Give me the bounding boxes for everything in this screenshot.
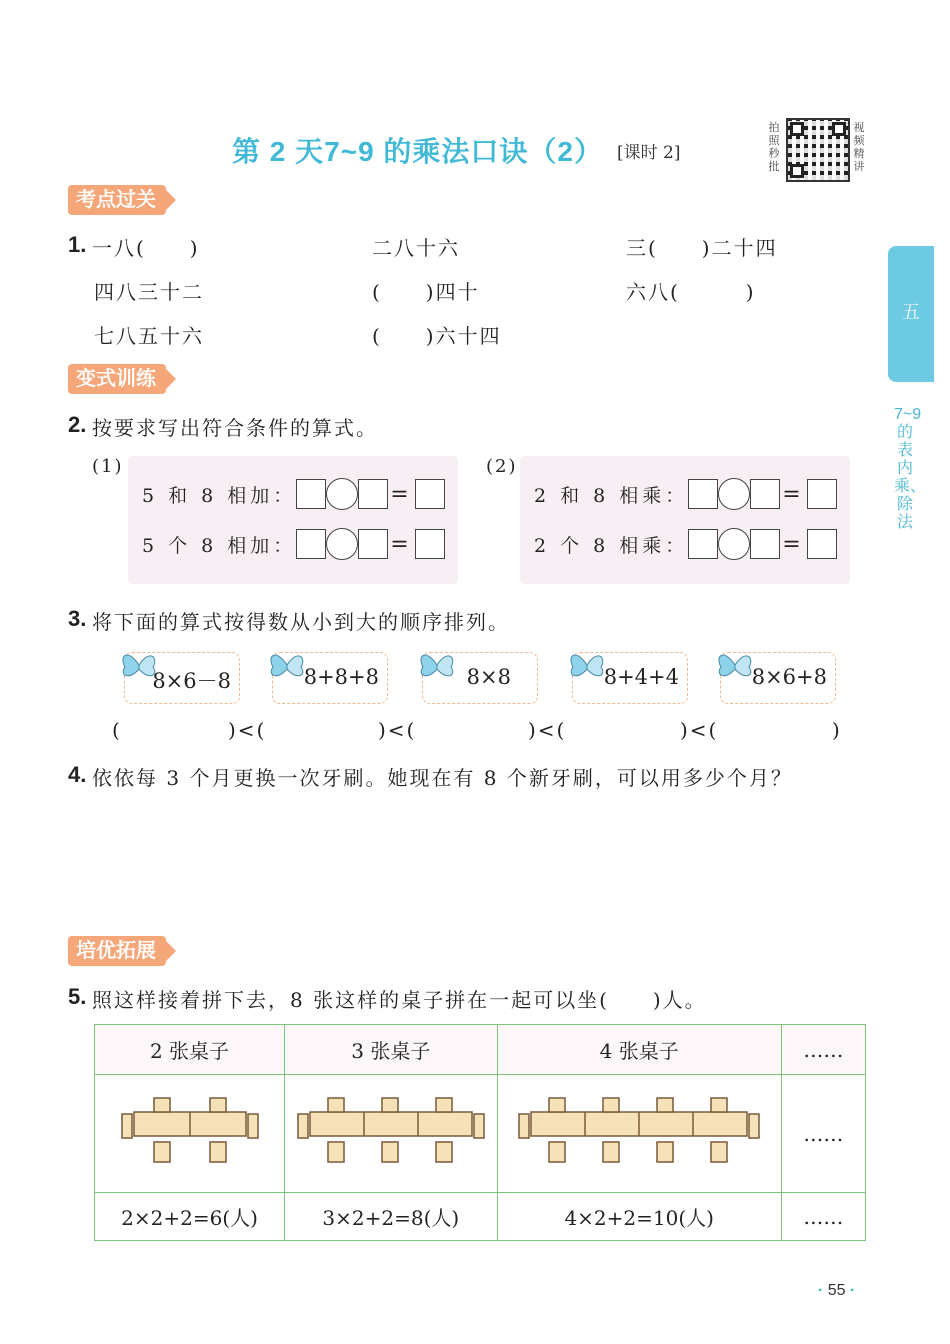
answer-box[interactable] bbox=[688, 479, 718, 509]
title-day: 第 2 天 bbox=[232, 136, 325, 167]
table-header: 3 张桌子 bbox=[285, 1025, 498, 1075]
section-tag-3: 培优拓展 bbox=[68, 936, 166, 966]
unit-label: 五 bbox=[902, 302, 920, 323]
lesson-label: [课时 2] bbox=[617, 142, 681, 163]
tables-4-image bbox=[517, 1094, 761, 1168]
operator-circle[interactable] bbox=[718, 478, 750, 510]
q1-item-4: 四八三十二 bbox=[94, 280, 204, 304]
table-cell-3 bbox=[285, 1075, 498, 1193]
q3-prompt: 将下面的算式按得数从小到大的顺序排列。 bbox=[92, 610, 510, 634]
q1-number: 1. bbox=[68, 232, 87, 257]
expr-card-2 bbox=[272, 652, 388, 704]
equals-sign: = bbox=[782, 481, 805, 507]
formula-cell: 2×2+2=6(人) bbox=[95, 1193, 285, 1241]
q2-part1-line1-text: 5 和 8 相加： bbox=[142, 484, 297, 507]
answer-box[interactable] bbox=[358, 529, 388, 559]
operator-circle[interactable] bbox=[326, 478, 358, 510]
order-sep-2: )<( bbox=[378, 718, 417, 742]
page-number: · 55 · bbox=[818, 1282, 856, 1299]
page-title bbox=[232, 130, 680, 170]
expr-card-5 bbox=[720, 652, 836, 704]
page-number-text: 55 bbox=[827, 1282, 846, 1299]
expr-card-3 bbox=[422, 652, 538, 704]
order-close: ) bbox=[832, 718, 842, 742]
q1-item-7: 七八五十六 bbox=[94, 324, 204, 348]
butterfly-icon bbox=[715, 645, 755, 685]
equals-sign: = bbox=[390, 531, 413, 557]
equals-sign: = bbox=[782, 531, 805, 557]
q2-prompt: 按要求写出符合条件的算式。 bbox=[92, 416, 378, 440]
q2-panel-2 bbox=[520, 456, 850, 584]
answer-box[interactable] bbox=[296, 529, 326, 559]
q2-part2-line2-text: 2 个 8 相乘： bbox=[534, 534, 689, 557]
q2-part1-line2 bbox=[142, 528, 445, 560]
tables-2-image bbox=[120, 1094, 260, 1168]
q1-item-2: 二八十六 bbox=[372, 236, 460, 260]
q2-part1-line1 bbox=[142, 478, 445, 510]
qr-left-label: 拍照秒批 bbox=[768, 122, 780, 173]
chapter-label: 7~9的表内乘、除法 bbox=[894, 406, 927, 531]
tables-3-image bbox=[296, 1094, 486, 1168]
butterfly-icon bbox=[267, 645, 307, 685]
answer-box[interactable] bbox=[358, 479, 388, 509]
answer-box[interactable] bbox=[688, 529, 718, 559]
expr-text: 8×6+8 bbox=[751, 665, 827, 689]
table-header: 2 张桌子 bbox=[95, 1025, 285, 1075]
operator-circle[interactable] bbox=[718, 528, 750, 560]
q2-part2-line1-text: 2 和 8 相乘： bbox=[534, 484, 689, 507]
table-ellipsis: …… bbox=[781, 1075, 865, 1193]
order-sep-1: )<( bbox=[228, 718, 267, 742]
operator-circle[interactable] bbox=[326, 528, 358, 560]
answer-box[interactable] bbox=[807, 529, 837, 559]
q2-part1-label: (1) bbox=[92, 456, 124, 477]
q5-number: 5. bbox=[68, 984, 87, 1009]
q1-item-3: 三( )二十四 bbox=[626, 236, 778, 260]
table-header: 4 张桌子 bbox=[497, 1025, 781, 1075]
equals-sign: = bbox=[390, 481, 413, 507]
formula-cell: 3×2+2=8(人) bbox=[285, 1193, 498, 1241]
expr-text: 8+4+4 bbox=[603, 665, 679, 689]
q2-number: 2. bbox=[68, 412, 87, 437]
q1-item-6: 六八( ) bbox=[626, 280, 756, 304]
tables-table bbox=[94, 1024, 866, 1241]
answer-box[interactable] bbox=[750, 479, 780, 509]
order-sep-3: )<( bbox=[528, 718, 567, 742]
formula-cell: 4×2+2=10(人) bbox=[497, 1193, 781, 1241]
qr-right-label: 视频精讲 bbox=[853, 122, 865, 173]
expr-card-4 bbox=[572, 652, 688, 704]
q2-part1-line2-text: 5 个 8 相加： bbox=[142, 534, 297, 557]
q2-part2-line1 bbox=[534, 478, 837, 510]
butterfly-icon bbox=[567, 645, 607, 685]
order-sep-4: )<( bbox=[680, 718, 719, 742]
butterfly-icon bbox=[417, 645, 457, 685]
unit-tab bbox=[888, 246, 934, 382]
expr-text: 8×6－8 bbox=[152, 669, 231, 693]
section-tag-1: 考点过关 bbox=[68, 185, 166, 215]
q4-prompt: 依依每 3 个月更换一次牙刷。她现在有 8 个新牙刷，可以用多少个月？ bbox=[92, 766, 793, 790]
q1-item-5: ( )四十 bbox=[372, 280, 480, 304]
q1-item-1: 一八( ) bbox=[92, 236, 200, 260]
q4-number: 4. bbox=[68, 762, 87, 787]
q1-item-8: ( )六十四 bbox=[372, 324, 502, 348]
expr-text: 8×8 bbox=[466, 665, 511, 689]
section-tag-2: 变式训练 bbox=[68, 364, 166, 394]
table-header: …… bbox=[781, 1025, 865, 1075]
qr-code-icon[interactable] bbox=[786, 118, 850, 182]
q3-number: 3. bbox=[68, 606, 87, 631]
table-cell-2 bbox=[95, 1075, 285, 1193]
q2-part2-line2 bbox=[534, 528, 837, 560]
answer-box[interactable] bbox=[415, 529, 445, 559]
expr-card-1 bbox=[124, 652, 240, 704]
q2-part2-label: (2) bbox=[486, 456, 518, 477]
formula-cell: …… bbox=[781, 1193, 865, 1241]
answer-box[interactable] bbox=[750, 529, 780, 559]
table-cell-4 bbox=[497, 1075, 781, 1193]
q5-prompt: 照这样接着拼下去，8 张这样的桌子拼在一起可以坐( )人。 bbox=[92, 988, 707, 1012]
q2-panel-1 bbox=[128, 456, 458, 584]
order-open: ( bbox=[112, 718, 122, 742]
answer-box[interactable] bbox=[415, 479, 445, 509]
answer-box[interactable] bbox=[296, 479, 326, 509]
expr-text: 8+8+8 bbox=[303, 665, 379, 689]
answer-box[interactable] bbox=[807, 479, 837, 509]
title-main: 7~9 的乘法口诀（2） bbox=[324, 136, 603, 167]
